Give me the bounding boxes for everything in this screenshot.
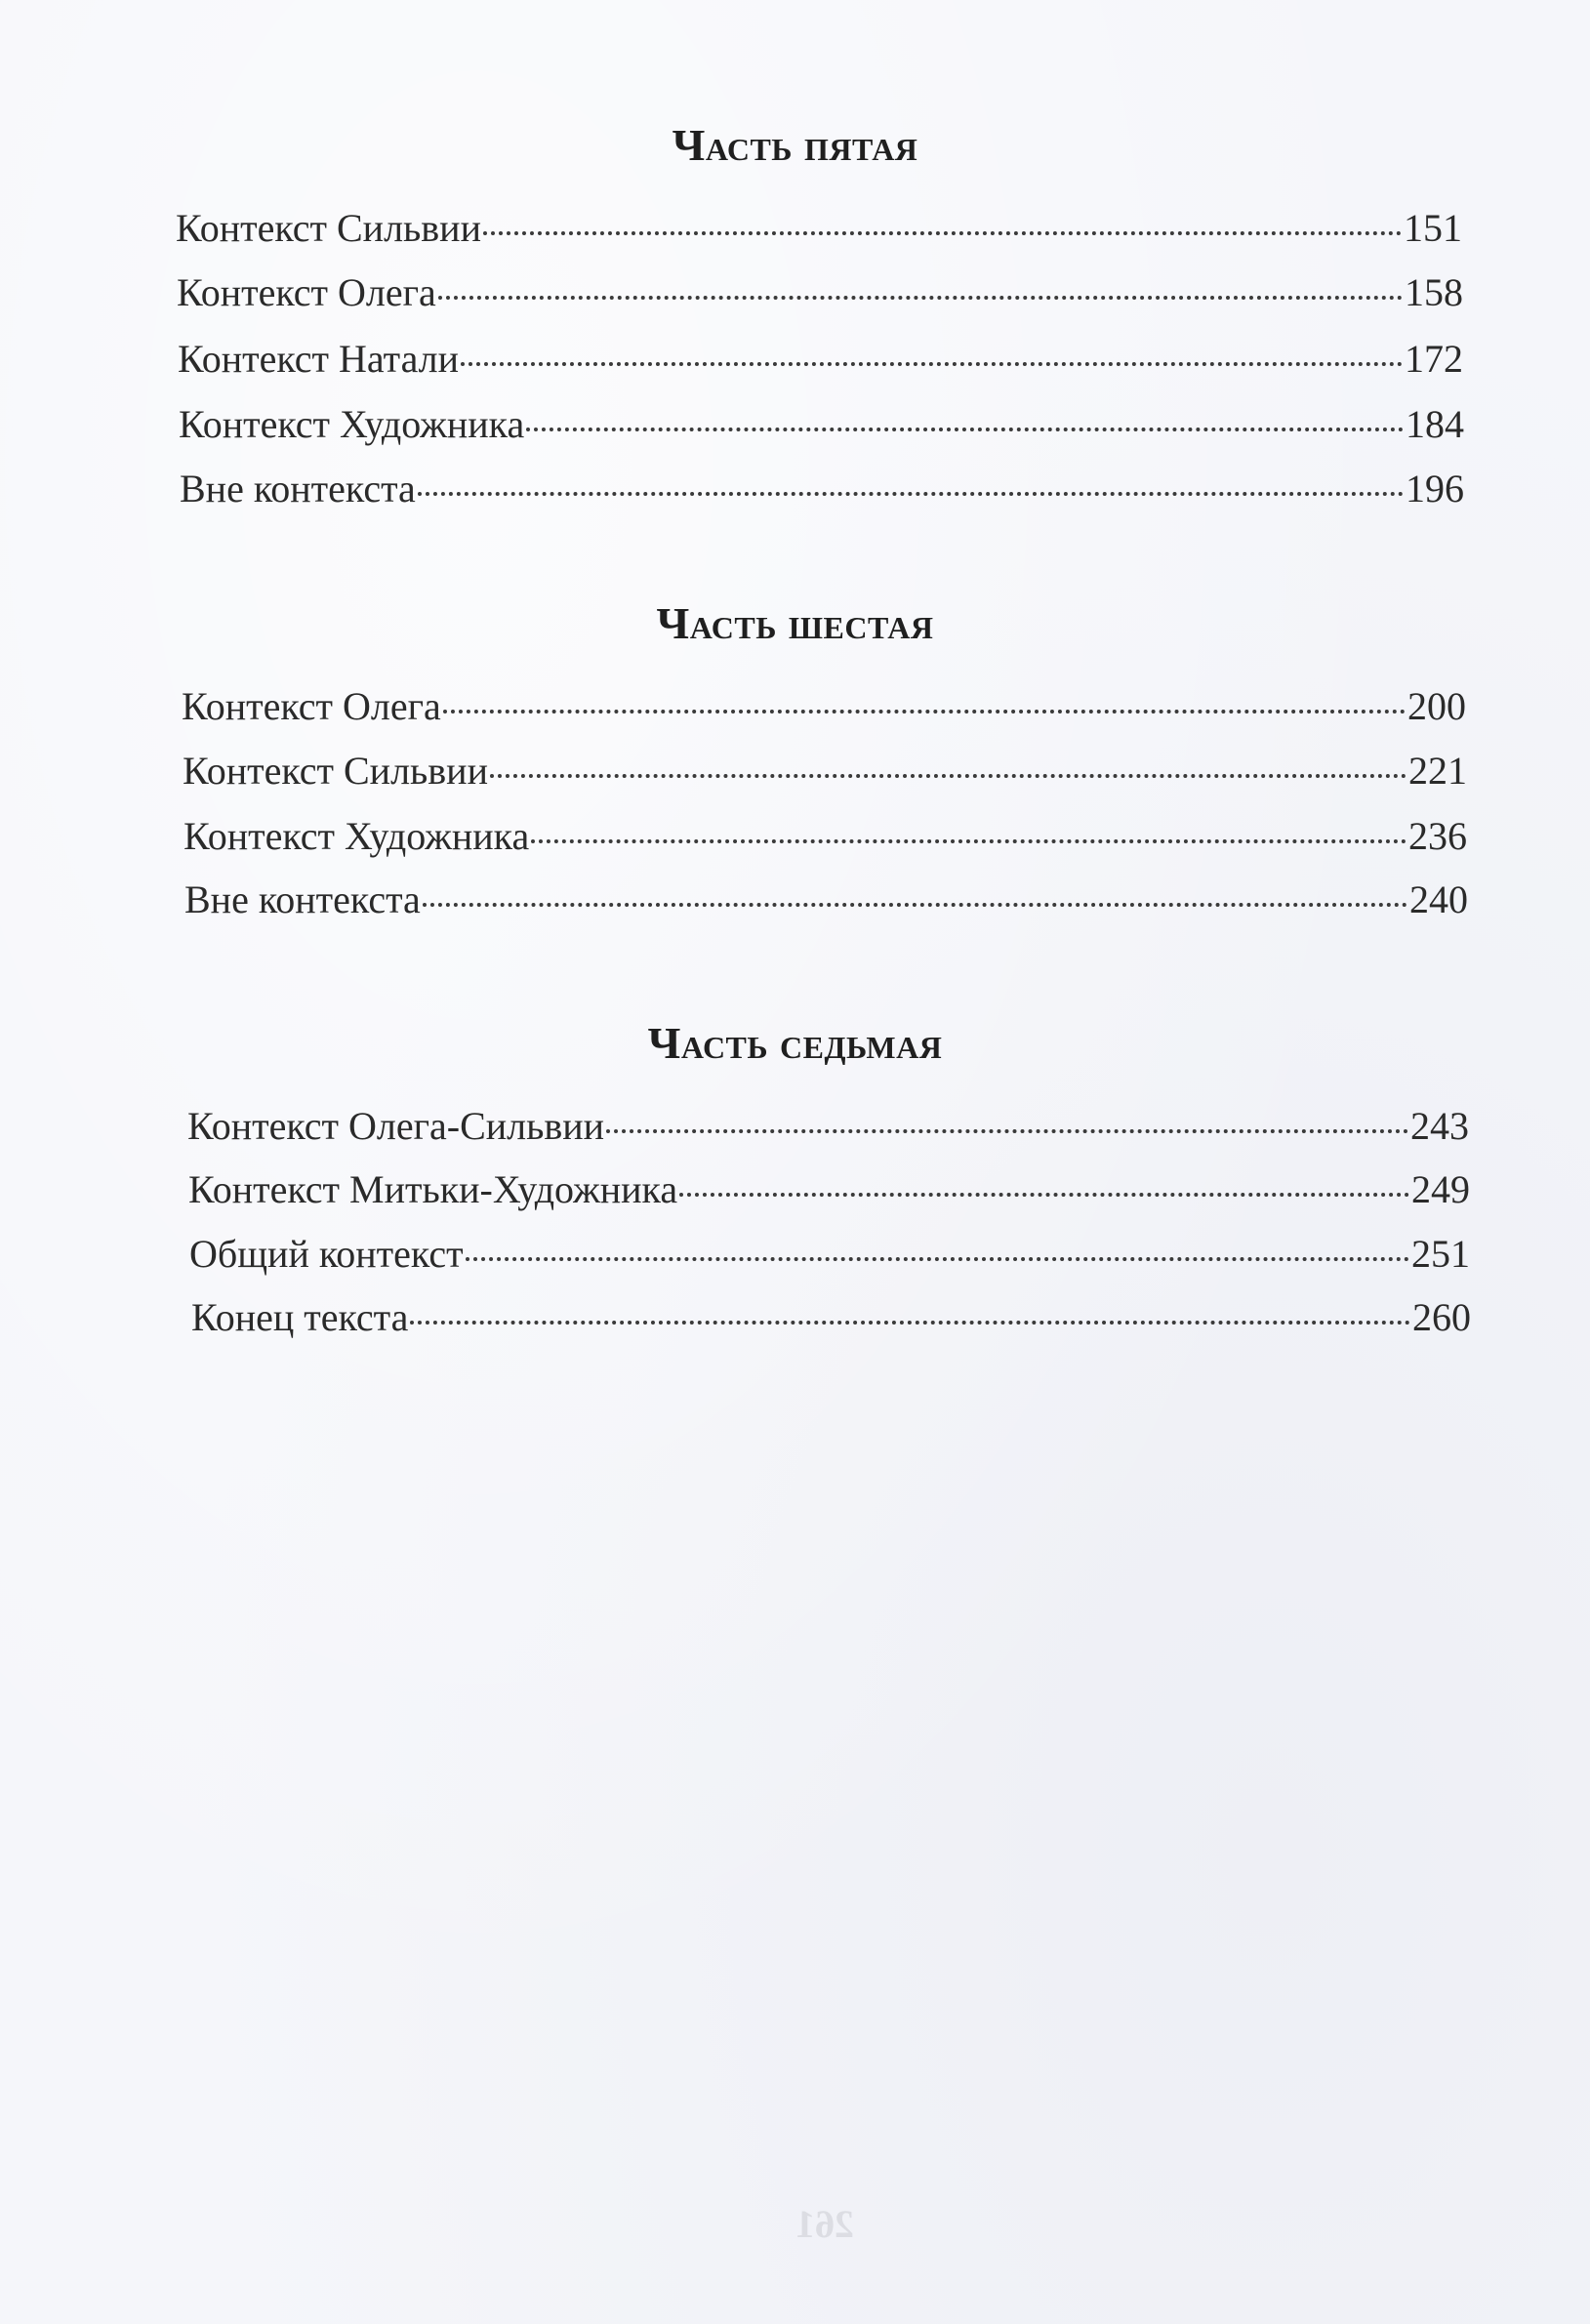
toc-entry-page: 196 [1406, 467, 1464, 510]
toc-entry-title: Конец текста [191, 1295, 409, 1339]
toc-entry[interactable] [180, 466, 1464, 512]
dot-leader [606, 1129, 1408, 1133]
toc-entry[interactable] [189, 1231, 1470, 1278]
toc-entry-title: Контекст Олега [182, 684, 441, 728]
toc-entry-page: 221 [1408, 749, 1467, 793]
toc-entry[interactable] [187, 1103, 1469, 1150]
toc-entry-page: 151 [1404, 206, 1462, 250]
dot-leader [466, 1257, 1409, 1261]
toc-entry-page: 158 [1405, 270, 1463, 314]
dot-leader [410, 1321, 1410, 1325]
dot-leader [423, 903, 1407, 907]
toc-entry-title: Вне контекста [180, 467, 416, 510]
toc-entry-title: Контекст Олега-Сильвии [187, 1104, 605, 1148]
toc-entry-page: 236 [1408, 814, 1467, 858]
toc-entry[interactable] [183, 748, 1467, 795]
show-through-page-number: 261 [795, 2202, 854, 2246]
toc-entry-page: 200 [1407, 684, 1466, 728]
toc-entry-title: Контекст Сильвии [183, 749, 488, 793]
dot-leader [418, 492, 1404, 496]
dot-leader [443, 710, 1406, 714]
dot-leader [490, 774, 1407, 778]
toc-entry[interactable] [184, 877, 1468, 923]
toc-entry[interactable] [177, 269, 1463, 316]
toc-entry-title: Контекст Сильвии [176, 206, 481, 250]
part-heading-5: Часть пятая [672, 120, 918, 170]
toc-entry-title: Контекст Художника [183, 814, 530, 858]
toc-entry-page: 260 [1412, 1295, 1471, 1339]
toc-entry[interactable] [179, 401, 1464, 448]
dot-leader [679, 1193, 1409, 1197]
toc-entry[interactable] [188, 1166, 1470, 1213]
toc-entry-page: 172 [1405, 337, 1463, 381]
part-heading-6: Часть шестая [656, 598, 934, 648]
toc-entry-title: Контекст Художника [179, 402, 525, 446]
dot-leader [483, 231, 1402, 235]
part-heading-7: Часть седьмая [647, 1018, 943, 1068]
toc-entry-page: 184 [1406, 402, 1464, 446]
toc-entry[interactable] [178, 336, 1463, 383]
toc-entry[interactable] [176, 205, 1462, 252]
toc-entry-title: Вне контекста [184, 877, 421, 921]
toc-entry-title: Общий контекст [189, 1232, 464, 1276]
toc-entry-page: 240 [1409, 877, 1468, 921]
dot-leader [461, 362, 1403, 366]
toc-entry-page: 249 [1411, 1167, 1470, 1211]
toc-entry[interactable] [191, 1294, 1471, 1341]
dot-leader [526, 428, 1404, 431]
toc-entry-page: 251 [1411, 1232, 1470, 1276]
toc-entry-page: 243 [1410, 1104, 1469, 1148]
toc-entry-title: Контекст Натали [178, 337, 460, 381]
toc-entry[interactable] [182, 683, 1466, 730]
toc-entry-title: Контекст Олега [177, 270, 436, 314]
dot-leader [531, 839, 1407, 843]
dot-leader [438, 296, 1403, 300]
toc-entry-title: Контекст Митьки-Художника [188, 1167, 678, 1211]
toc-entry[interactable] [183, 813, 1467, 860]
